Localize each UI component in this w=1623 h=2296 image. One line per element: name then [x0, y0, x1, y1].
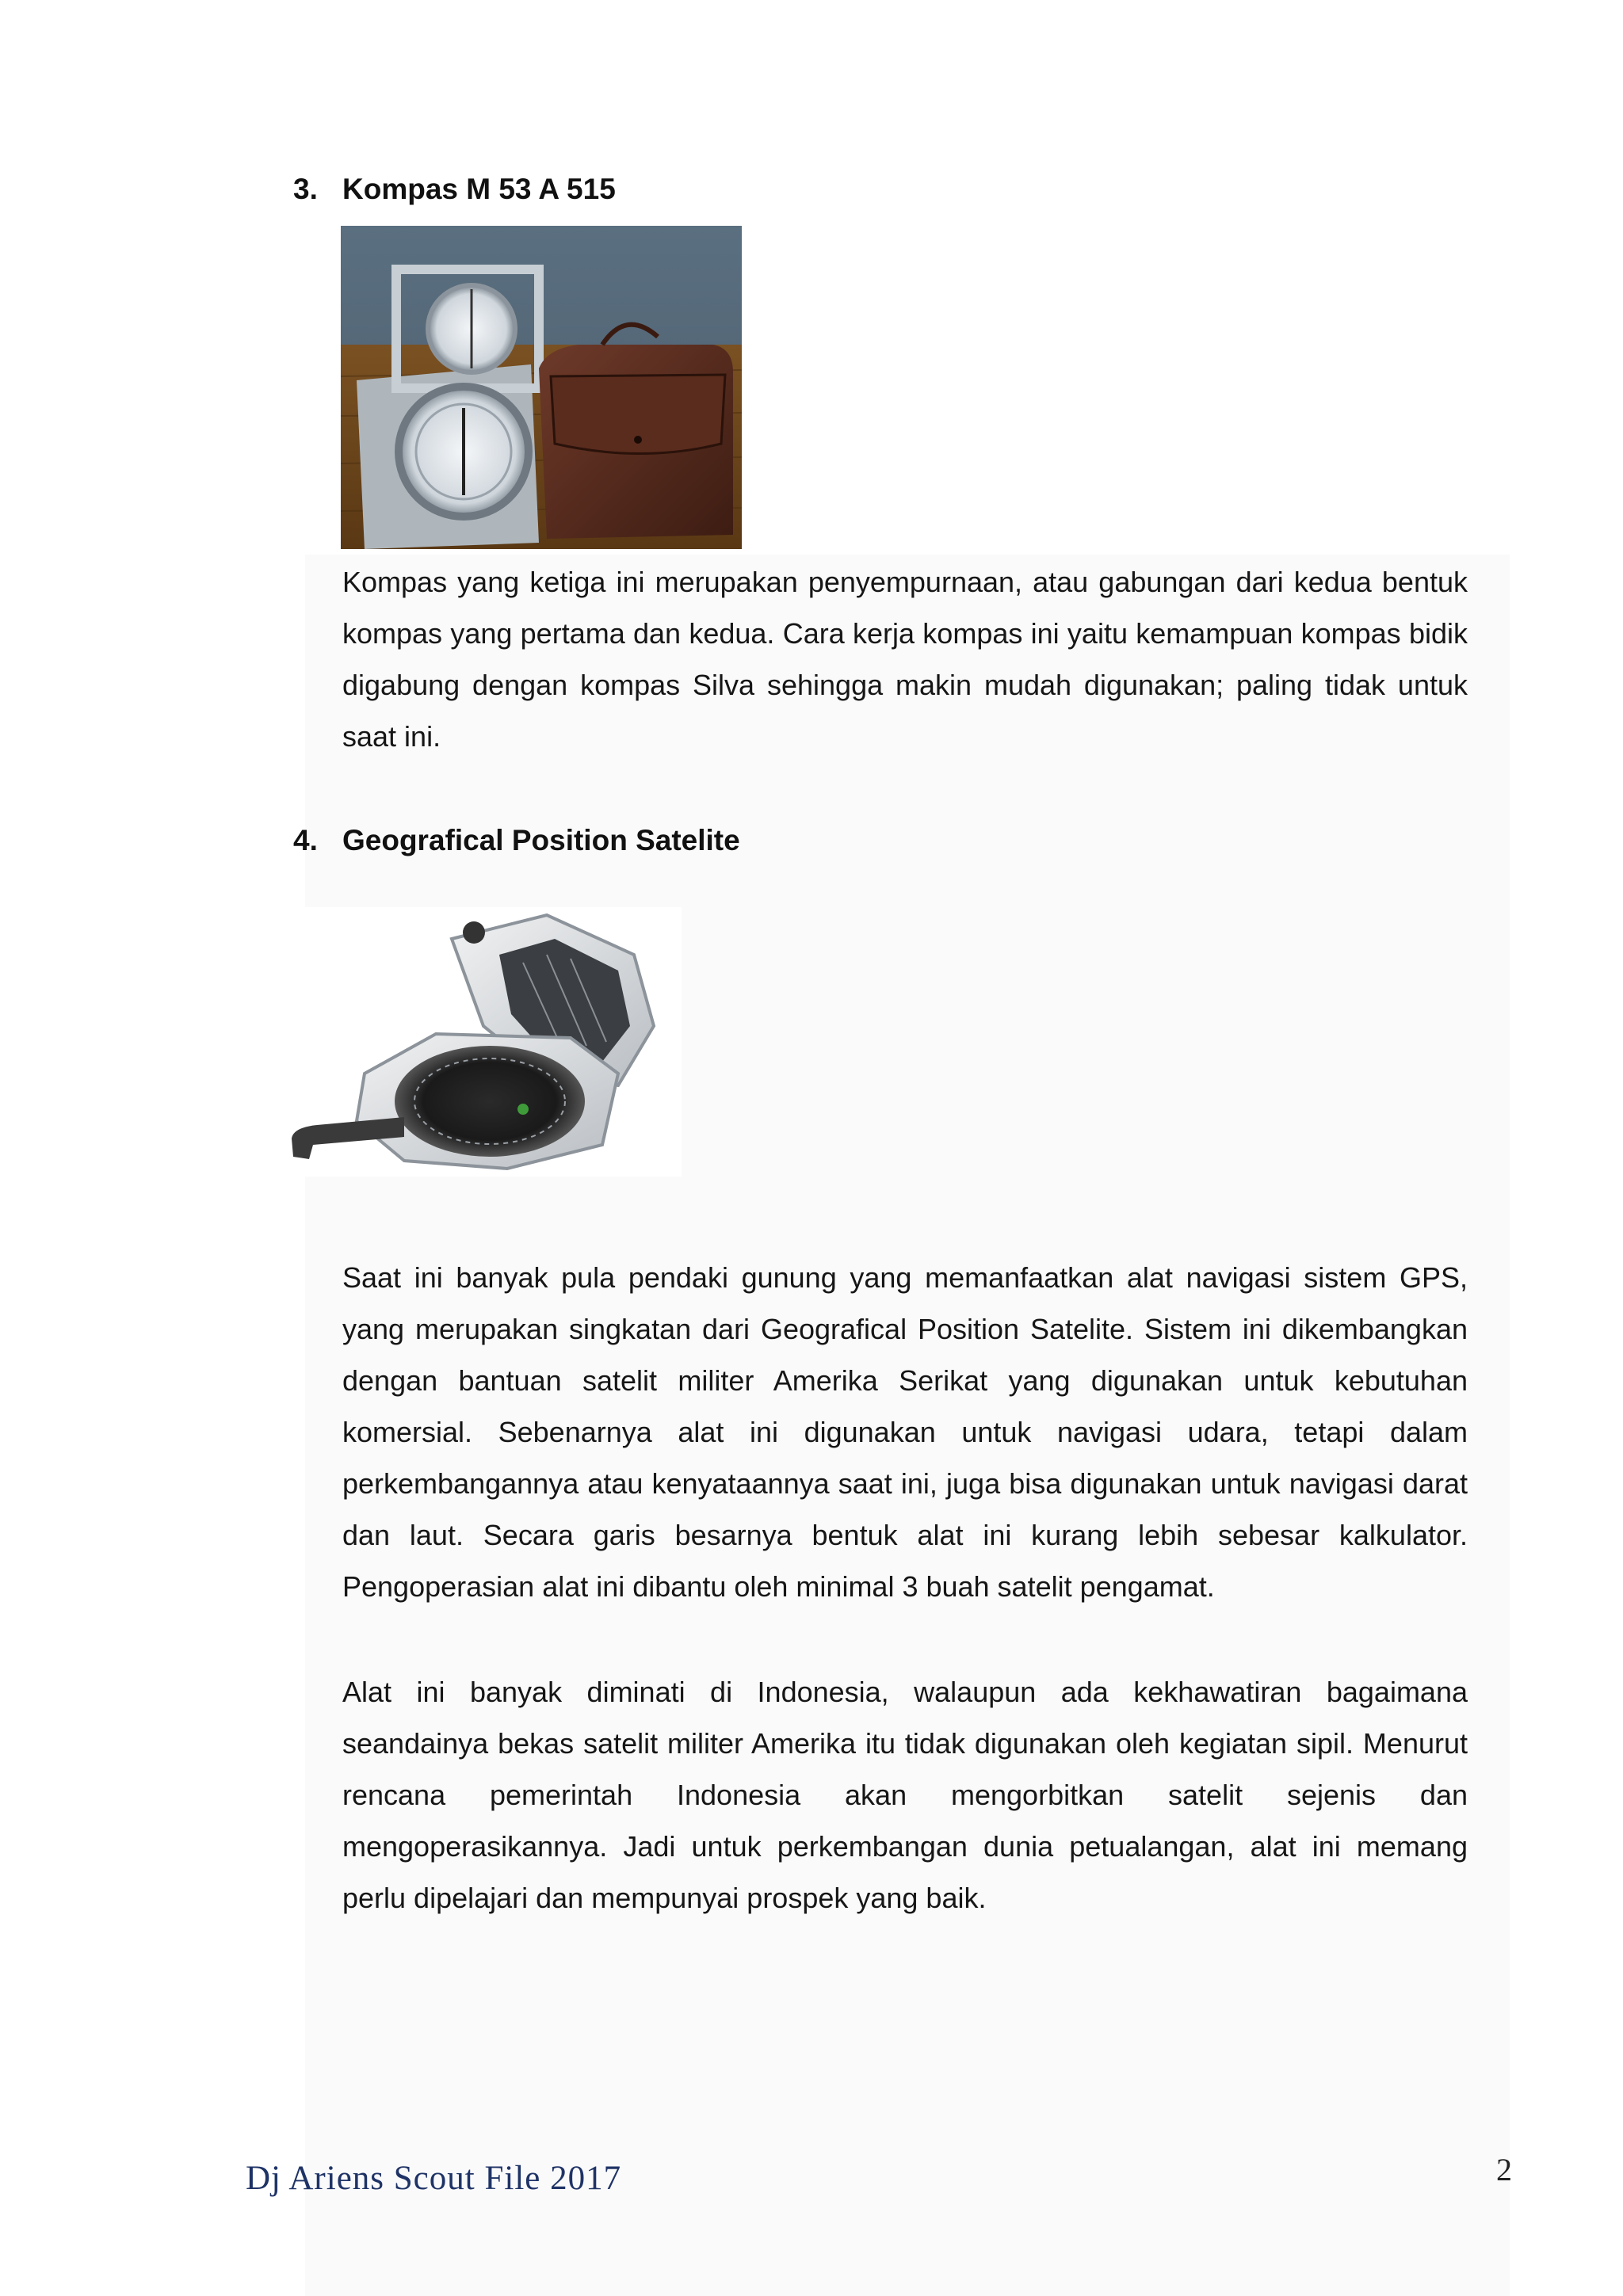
section-3-number: 3. — [293, 173, 318, 205]
section-4-heading — [293, 824, 740, 857]
section-3-title: Kompas M 53 A 515 — [342, 173, 616, 205]
section-4-paragraph-2: Alat ini banyak diminati di Indonesia, walaupun ada kekhawatiran bagaimana seandainya bekas satelit militer Amerika itu tidak digunakan oleh kegiatan sipil. Menurut rencana pemerintah Indonesia akan mengorbitkan satelit sejenis dan mengoperasikannya. Jadi untuk perkembangan dunia petualangan, alat ini memang perlu dipelajari dan mempunyai prospek yang baik. — [342, 1676, 1468, 1914]
page-number: 2 — [1496, 2152, 1512, 2187]
compass-with-case-photo — [341, 226, 742, 549]
section-3-paragraph: Kompas yang ketiga ini merupakan penyempurnaan, atau gabungan dari kedua bentuk kompas yang pertama dan kedua. Cara kerja kompas ini yaitu kemampuan kompas bidik digabung dengan kompas Silva sehingga makin mudah digunakan; paling tidak untuk saat ini. — [342, 566, 1468, 753]
footer-title: Dj Ariens Scout File 2017 — [246, 2160, 622, 2197]
prismatic-compass-photo — [285, 907, 682, 1177]
section-4-title: Geografical Position Satelite — [342, 824, 740, 856]
section-4-paragraph-1: Saat ini banyak pula pendaki gunung yang memanfaatkan alat navigasi sistem GPS, yang merupakan singkatan dari Geografical Position Satelite. Sistem ini dikembangkan dengan bantuan satelit militer Amerika Serikat yang digunakan untuk kebutuhan komersial. Sebenarnya alat ini digunakan untuk navigasi udara, tetapi dalam perkembangannya atau kenyataannya saat ini, juga bisa digunakan untuk navigasi darat dan laut. Secara garis besarnya bentuk alat ini kurang lebih sebesar kalkulator. Pengoperasian alat ini dibantu oleh minimal 3 buah satelit pengamat. — [342, 1261, 1468, 1603]
section-3-heading — [293, 173, 616, 206]
section-4-number: 4. — [293, 824, 318, 856]
